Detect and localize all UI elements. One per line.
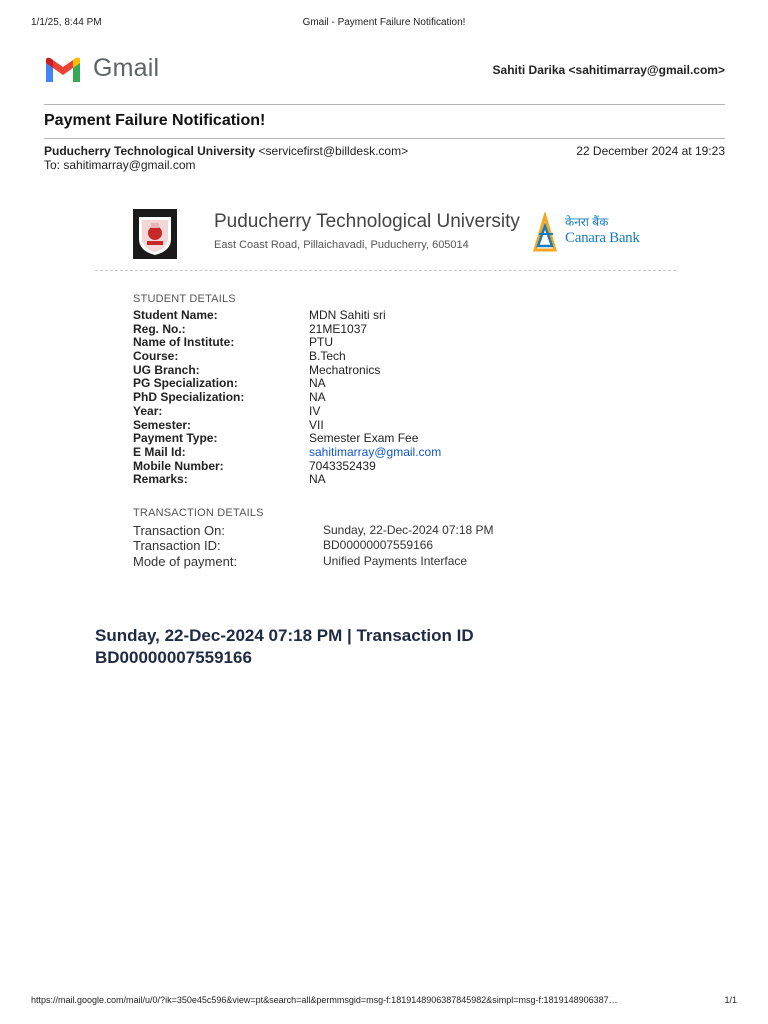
transaction-details-title: TRANSACTION DETAILS xyxy=(133,507,264,519)
transaction-row-date xyxy=(133,523,494,538)
detail-row-course xyxy=(133,350,441,364)
transaction-value: BD00000007559166 xyxy=(323,538,434,553)
institution-address: East Coast Road, Pillaichavadi, Puducherry, 605014 xyxy=(214,239,469,251)
detail-value: B.Tech xyxy=(309,349,346,364)
email-date: 22 December 2024 at 19:23 xyxy=(576,144,725,158)
detail-row-institute xyxy=(133,336,441,350)
detail-label: Year: xyxy=(133,403,163,418)
student-details-list xyxy=(133,309,441,487)
sender-email: <servicefirst@billdesk.com> xyxy=(258,144,409,158)
bank-hindi-name: केनरा बैंक xyxy=(565,215,609,229)
summary-line-2: BD00000007559166 xyxy=(95,648,252,667)
detail-label: Student Name: xyxy=(133,308,218,322)
university-crest-icon xyxy=(133,209,177,259)
transaction-row-id xyxy=(133,538,494,553)
bank-name: Canara Bank xyxy=(565,230,640,246)
print-page-number: 1/1 xyxy=(724,995,737,1005)
detail-row-ug-branch xyxy=(133,364,441,378)
detail-label: PG Specialization: xyxy=(133,376,238,391)
transaction-summary xyxy=(95,625,474,669)
transaction-label: Transaction On: xyxy=(133,523,226,538)
detail-row-pg-specialization xyxy=(133,377,441,391)
subject-divider xyxy=(44,138,725,139)
gmail-wordmark: Gmail xyxy=(93,54,160,82)
transaction-row-mode xyxy=(133,554,494,569)
detail-value: 7043352439 xyxy=(309,458,376,473)
detail-row-mobile xyxy=(133,460,441,474)
detail-value: PTU xyxy=(309,335,333,350)
email-subject: Payment Failure Notification! xyxy=(44,112,266,129)
sender-name: Puducherry Technological University xyxy=(44,144,256,158)
gmail-m-icon xyxy=(44,56,82,84)
email-link[interactable]: sahitimarray@gmail.com xyxy=(309,444,442,459)
detail-row-student-name xyxy=(133,309,441,323)
print-url: https://mail.google.com/mail/u/0/?ik=350e45c596&view=pt&search=all&permmsgid=msg-f:1819148906387845982&simpl=msg-f:1819148906387… xyxy=(31,995,618,1005)
detail-value: NA xyxy=(309,390,326,405)
detail-value: Semester Exam Fee xyxy=(309,431,419,446)
transaction-details-list xyxy=(133,523,494,569)
detail-value: 21ME1037 xyxy=(309,321,368,336)
detail-row-remarks xyxy=(133,473,441,487)
institution-name: Puducherry Technological University xyxy=(214,211,520,232)
transaction-value: Unified Payments Interface xyxy=(323,553,468,568)
detail-row-payment-type xyxy=(133,432,441,446)
detail-label: E Mail Id: xyxy=(133,444,186,459)
print-datetime: 1/1/25, 8:44 PM xyxy=(31,17,102,28)
detail-value: IV xyxy=(309,403,321,418)
header-divider xyxy=(44,104,725,105)
detail-value: NA xyxy=(309,472,326,487)
detail-label: Reg. No.: xyxy=(133,321,186,336)
detail-row-year xyxy=(133,405,441,419)
detail-label: PhD Specialization: xyxy=(133,390,245,405)
student-details-title: STUDENT DETAILS xyxy=(133,293,236,305)
detail-label: Name of Institute: xyxy=(133,335,235,350)
detail-value: Mechatronics xyxy=(309,362,381,377)
transaction-label: Mode of payment: xyxy=(133,553,238,569)
detail-label: Remarks: xyxy=(133,472,188,487)
sender xyxy=(44,144,408,158)
detail-row-semester xyxy=(133,419,441,433)
detail-value: MDN Sahiti sri xyxy=(309,308,386,322)
account-name: Sahiti Darika <sahitimarray@gmail.com> xyxy=(492,63,725,77)
detail-label: Mobile Number: xyxy=(133,458,224,473)
transaction-label: Transaction ID: xyxy=(133,538,221,554)
detail-row-reg-no xyxy=(133,323,441,337)
detail-row-email xyxy=(133,446,441,460)
detail-row-phd-specialization xyxy=(133,391,441,405)
summary-line-1: Sunday, 22-Dec-2024 07:18 PM | Transaction ID xyxy=(95,626,474,645)
detail-label: Course: xyxy=(133,349,179,364)
detail-value: VII xyxy=(309,417,324,432)
detail-label: UG Branch: xyxy=(133,362,200,377)
transaction-value: Sunday, 22-Dec-2024 07:18 PM xyxy=(323,523,494,537)
section-divider xyxy=(95,270,676,271)
detail-value: NA xyxy=(309,376,326,391)
recipient: To: sahitimarray@gmail.com xyxy=(44,158,196,172)
detail-label: Payment Type: xyxy=(133,431,218,446)
detail-label: Semester: xyxy=(133,417,192,432)
print-title: Gmail - Payment Failure Notification! xyxy=(302,17,466,28)
